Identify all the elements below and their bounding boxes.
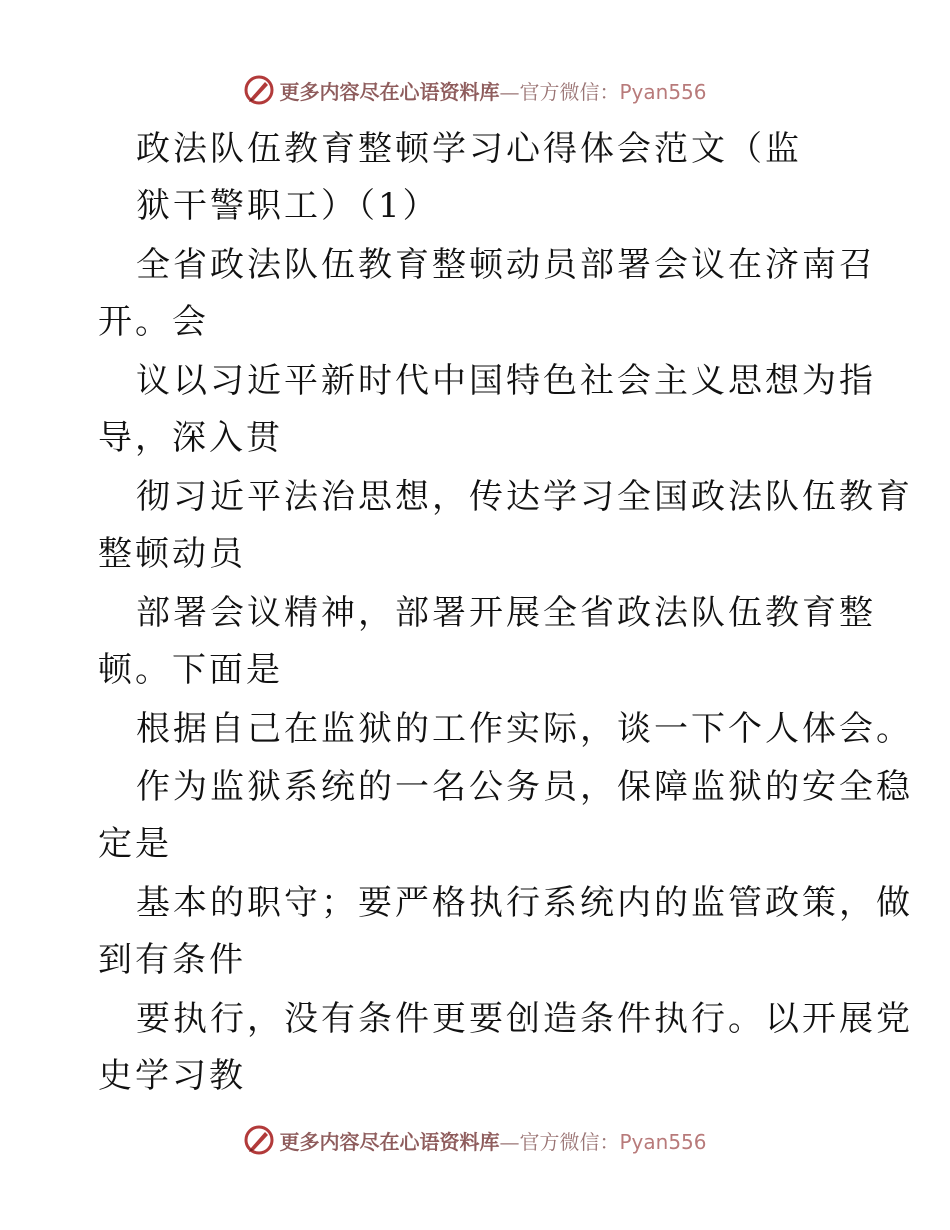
doc-title-line-2: 狱干警职工）（1） — [136, 186, 440, 226]
doc-line: 彻习近平法治思想，传达学习全国政法队伍教育 — [136, 477, 913, 517]
doc-line: 部署会议精神，部署开展全省政法队伍教育整 — [136, 593, 876, 633]
doc-line: 全省政法队伍教育整顿动员部署会议在济南召 — [136, 245, 876, 285]
doc-line: 要执行，没有条件更要创造条件执行。以开展党 — [136, 999, 913, 1039]
doc-line: 整顿动员 — [98, 534, 246, 574]
header-watermark-banner — [0, 70, 950, 110]
watermark-text: 更多内容尽在心语资料库—官方微信：Pyan556 — [279, 79, 707, 104]
doc-line: 基本的职守；要严格执行系统内的监管政策，做 — [136, 883, 913, 923]
doc-line: 顿。下面是 — [98, 650, 283, 690]
doc-line: 到有条件 — [98, 940, 246, 980]
footer-watermark-banner — [0, 1120, 950, 1160]
watermark-text: 更多内容尽在心语资料库—官方微信：Pyan556 — [279, 1129, 707, 1154]
doc-line: 根据自己在监狱的工作实际，谈一下个人体会。 — [136, 709, 913, 749]
doc-line: 作为监狱系统的一名公务员，保障监狱的安全稳 — [136, 767, 913, 807]
doc-line: 开。会 — [98, 302, 209, 342]
pen-logo-icon — [243, 74, 275, 106]
doc-line: 导，深入贯 — [98, 418, 283, 458]
doc-line: 议以习近平新时代中国特色社会主义思想为指 — [136, 361, 876, 401]
doc-line: 史学习教 — [98, 1056, 246, 1096]
doc-title-line-1: 政法队伍教育整顿学习心得体会范文（监 — [136, 129, 802, 169]
doc-line: 定是 — [98, 824, 172, 864]
pen-logo-icon — [243, 1124, 275, 1156]
